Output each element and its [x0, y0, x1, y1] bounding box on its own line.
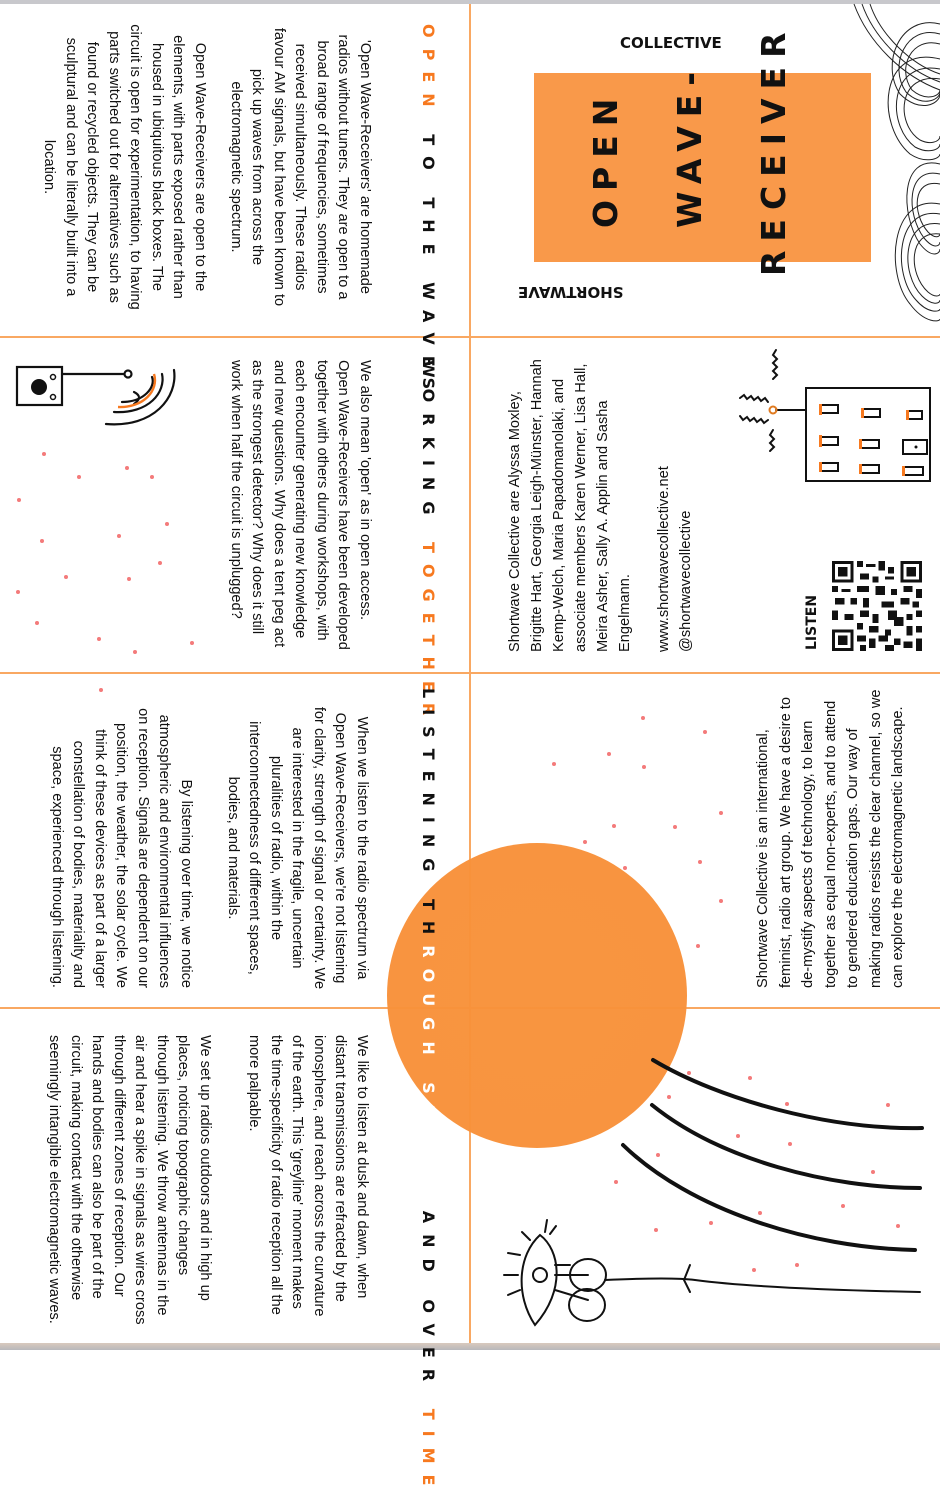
listening-paragraph-2: By listening over time, we notice atmospheric and environmental influences on reception. Signals are dependent on our position, the weather, the solar cycle. We think of these devices as part of a larger constellation of bodies, materiality and space, experienced through listening. [49, 708, 194, 988]
working-together-paragraph: We also mean 'open' as in open access. Open Wave-Receivers have been developed together with others during workshops, with each encounter generating new knowledge and new questions. Why does a tent peg act as the strongest detector? Why does it still work when half the circuit is unplugged? [228, 360, 373, 650]
cover-title-line-2: WAVE- [670, 63, 709, 228]
listening-paragraph-4: We set up radios outdoors and in high up places, noticing topographic changes through listening. We throw antennas in the air and hear a spike in signals as wires cross through different zones of reception. Our hands and bodies can also be part of the circuit, making contact with the otherwise seemingly intangible electromagnetic waves. [46, 1035, 213, 1325]
working-together-heading [419, 360, 438, 726]
brand-shortwave: SHORTWAVE [518, 283, 624, 301]
about-paragraph: Shortwave Collective is an international, feminist, radio art group. We have a desire to de-mystify aspects of technology, to learn together as equal non-experts, and to attend to gendered education gaps. Our way of making radios resists the clear channel, so we can explore the electromagnetic landscape. [755, 689, 906, 988]
heading-accent: TIME [419, 1408, 438, 1496]
heading-accent: OPEN [419, 24, 438, 118]
listening-paragraph-3: We like to listen at dusk and dawn, when distant transmissions are refracted by the ionosphere, and reach across the curvature of the earth. This 'greyline' moment makes the time-specificity of radio reception all the more palpable. [246, 1035, 370, 1317]
radio-speaker-illustration [14, 362, 184, 457]
listening-heading [419, 688, 438, 1496]
listening-paragraph-1: When we listen to the radio spectrum via Open Wave-Receivers, we're not listening for clarity, strength of signal or certainty. We are interested in the fragile, uncertain pluralities of radio, within the interconnectedness of different spaces, bodies, and materials. [225, 706, 370, 990]
building-antenna-illustration [718, 345, 928, 480]
heading-part-3: AND OVER [419, 1210, 438, 1393]
website-link[interactable]: www.shortwavecollective.net [656, 466, 672, 652]
heading-accent: TOGETHER [419, 542, 438, 727]
social-handle-link[interactable]: @shortwavecollective [678, 510, 694, 652]
fold-line-horizontal-1 [0, 336, 940, 338]
cover-title-line-1: OPEN [586, 89, 625, 228]
waves-and-figure-illustration [490, 1060, 930, 1330]
page-bottom-edge [0, 1343, 940, 1350]
heading-part-2: ROUGH SPACE [419, 945, 438, 1195]
brand-collective: COLLECTIVE [620, 34, 722, 52]
qr-code[interactable] [832, 561, 922, 651]
qr-listen-label: LISTEN [804, 594, 820, 650]
heading-rest: TO THE WAVES [419, 134, 438, 401]
heading-rest: WORKING [419, 360, 438, 526]
open-to-the-waves-paragraph-1: 'Open Wave-Receivers' are homemade radios without tuners. They are open to a broad range of frequencies, sometimes received simultaneously. These radios favour AM signals, but have been known to pick up waves from across the electromagnetic spectrum. [228, 27, 373, 307]
open-to-the-waves-paragraph-2: Open Wave-Receivers are open to the elements, with parts exposed rather than housed in ubiquitous black boxes. The circuit is open for experimentation, to having parts switched out for alternatives such as found or recycled objects. They can be sculptural and can be literally built into a location. [41, 24, 208, 310]
fold-line-horizontal-2 [0, 672, 940, 674]
members-paragraph: Shortwave Collective are Alyssa Moxley, Brigitte Hart, Georgia Leigh-Münster, Hannah Kemp-Welch, Maria Papadomanolaki, and associate members Karen Werner, Lisa Hall, Meira Asher, Sally A. Applin and Sasha Engelmann. [507, 359, 633, 652]
open-to-the-waves-heading [419, 24, 438, 400]
heading-part-1: LISTENING TH [419, 688, 438, 946]
cover-title-line-3: RECEIVER [754, 23, 793, 276]
